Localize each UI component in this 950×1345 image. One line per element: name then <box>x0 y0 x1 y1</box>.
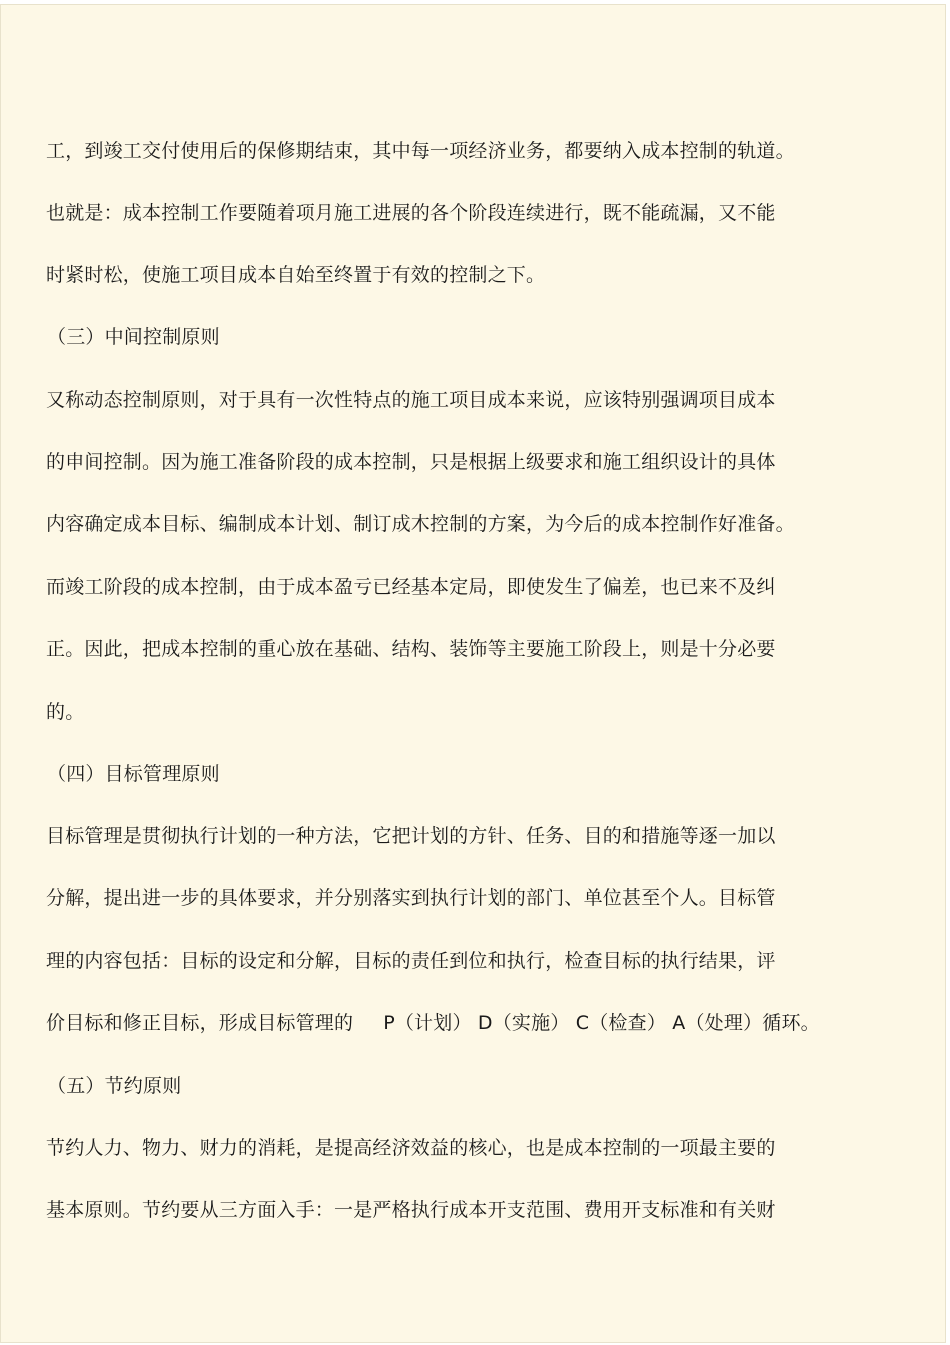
paragraph-line: 正。因此，把成本控制的重心放在基础、结构、装饰等主要施工阶段上，则是十分必要 <box>46 638 776 660</box>
paragraph-line: 的。 <box>46 701 85 723</box>
paragraph-line: 又称动态控制原则，对于具有一次性特点的施工项目成本来说，应该特别强调项目成本 <box>46 389 776 411</box>
paragraph-line: 时紧时松，使施工项目成本自始至终置于有效的控制之下。 <box>46 264 546 286</box>
pdca-prefix: 价目标和修正目标，形成目标管理的 <box>46 1012 354 1034</box>
paragraph-line: 目标管理是贯彻执行计划的一种方法，它把计划的方针、任务、目的和措施等逐一加以 <box>46 825 776 847</box>
paragraph-line: 工，到竣工交付使用后的保修期结束，其中每一项经济业务，都要纳入成本控制的轨道。 <box>46 140 795 162</box>
paragraph-line-pdca <box>46 1011 820 1035</box>
paragraph-line: 而竣工阶段的成本控制，由于成本盈亏已经基本定局，即使发生了偏差，也已来不及纠 <box>46 576 776 598</box>
section-heading-3: （三）中间控制原则 <box>47 326 220 348</box>
paragraph-line: 也就是：成本控制工作要随着项月施工进展的各个阶段连续进行，既不能疏漏，又不能 <box>46 202 776 224</box>
paragraph-line: 内容确定成本目标、编制成本计划、制订成木控制的方案，为今后的成本控制作好准备。 <box>46 513 795 535</box>
paragraph-line: 理的内容包括：目标的设定和分解，目标的责任到位和执行，检查目标的执行结果，评 <box>46 950 776 972</box>
section-heading-4: （四）目标管理原则 <box>47 763 220 785</box>
paragraph-line: 节约人力、物力、财力的消耗，是提高经济效益的核心，也是成本控制的一项最主要的 <box>46 1137 776 1159</box>
pdca-cycle-text: P（计划） D（实施） C（检查） A（处理）循环。 <box>383 1012 820 1034</box>
paragraph-line: 的申间控制。因为施工准备阶段的成本控制，只是根据上级要求和施工组织设计的具体 <box>46 451 776 473</box>
paragraph-line: 分解，提出进一步的具体要求，并分别落实到执行计划的部门、单位甚至个人。目标管 <box>46 887 776 909</box>
document-page <box>0 4 946 1343</box>
paragraph-line: 基本原则。节约要从三方面入手：一是严格执行成本开支范围、费用开支标准和有关财 <box>46 1199 776 1221</box>
section-heading-5: （五）节约原则 <box>47 1075 182 1097</box>
